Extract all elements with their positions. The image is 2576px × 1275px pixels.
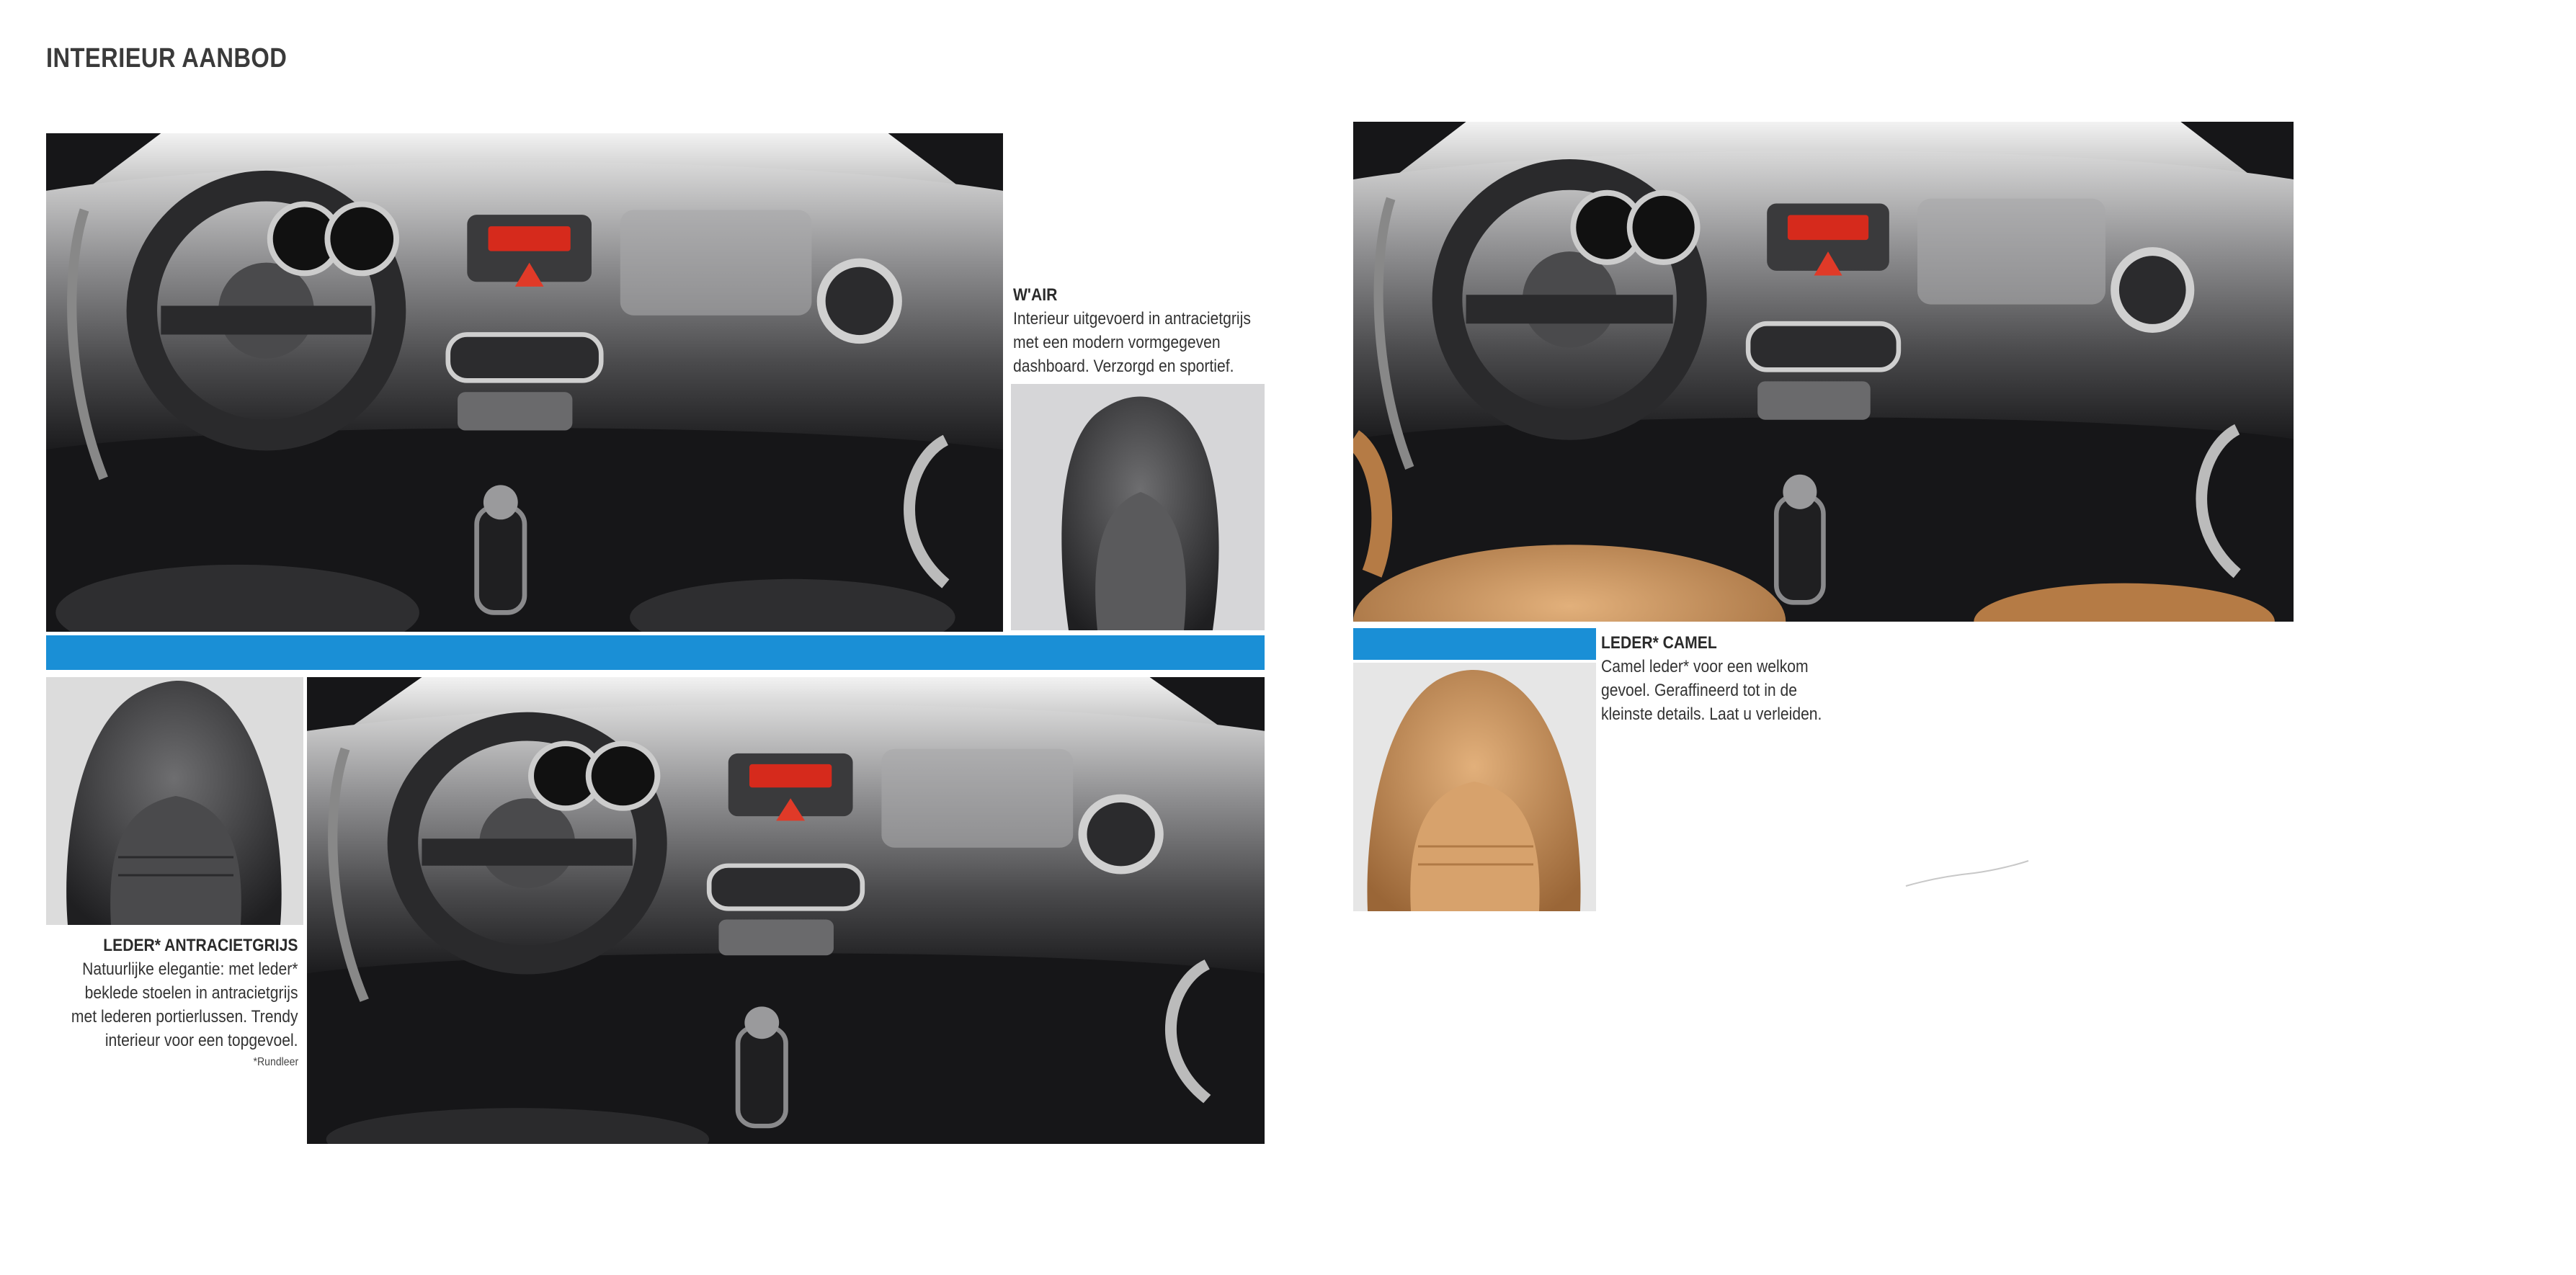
wair-line: Interieur uitgevoerd in antracietgrijs xyxy=(1013,309,1251,328)
rundleer-footnote: *Rundleer xyxy=(253,1056,298,1068)
wair-line: met een modern vormgegeven xyxy=(1013,333,1221,352)
wair-dashboard-photo xyxy=(46,133,1003,632)
anthracite-seat-photo xyxy=(46,677,303,925)
accent-bar xyxy=(46,635,1265,670)
wair-caption xyxy=(1013,283,1251,378)
wair-seat-photo xyxy=(1011,384,1265,630)
leder-camel-line: gevoel. Geraffineerd tot in de xyxy=(1601,681,1798,700)
camel-dashboard-photo xyxy=(1353,122,2294,622)
leder-camel-line: Camel leder* voor een welkom xyxy=(1601,657,1809,676)
anthracite-dashboard-photo xyxy=(307,677,1265,1144)
scribble-mark xyxy=(1902,857,2032,893)
leder-camel-caption xyxy=(1601,631,1822,726)
wair-line: dashboard. Verzorgd en sportief. xyxy=(1013,357,1234,376)
leder-antracietgrijs-line: interieur voor een topgevoel. xyxy=(105,1031,298,1050)
camel-seat-photo xyxy=(1353,663,1596,911)
leder-antracietgrijs-title: LEDER* ANTRACIETGRIJS xyxy=(103,936,299,955)
leder-camel-line: kleinste details. Laat u verleiden. xyxy=(1601,704,1822,724)
leder-antracietgrijs-line: met lederen portierlussen. Trendy xyxy=(71,1007,298,1026)
accent-bar xyxy=(1353,628,1596,660)
page-title: INTERIEUR AANBOD xyxy=(46,43,288,73)
leder-camel-title: LEDER* CAMEL xyxy=(1601,633,1717,653)
leder-antracietgrijs-line: Natuurlijke elegantie: met leder* xyxy=(82,959,298,979)
leder-antracietgrijs-line: beklede stoelen in antracietgrijs xyxy=(85,983,298,1003)
leder-antracietgrijs-caption xyxy=(71,934,298,1052)
wair-title: W'AIR xyxy=(1013,285,1058,305)
